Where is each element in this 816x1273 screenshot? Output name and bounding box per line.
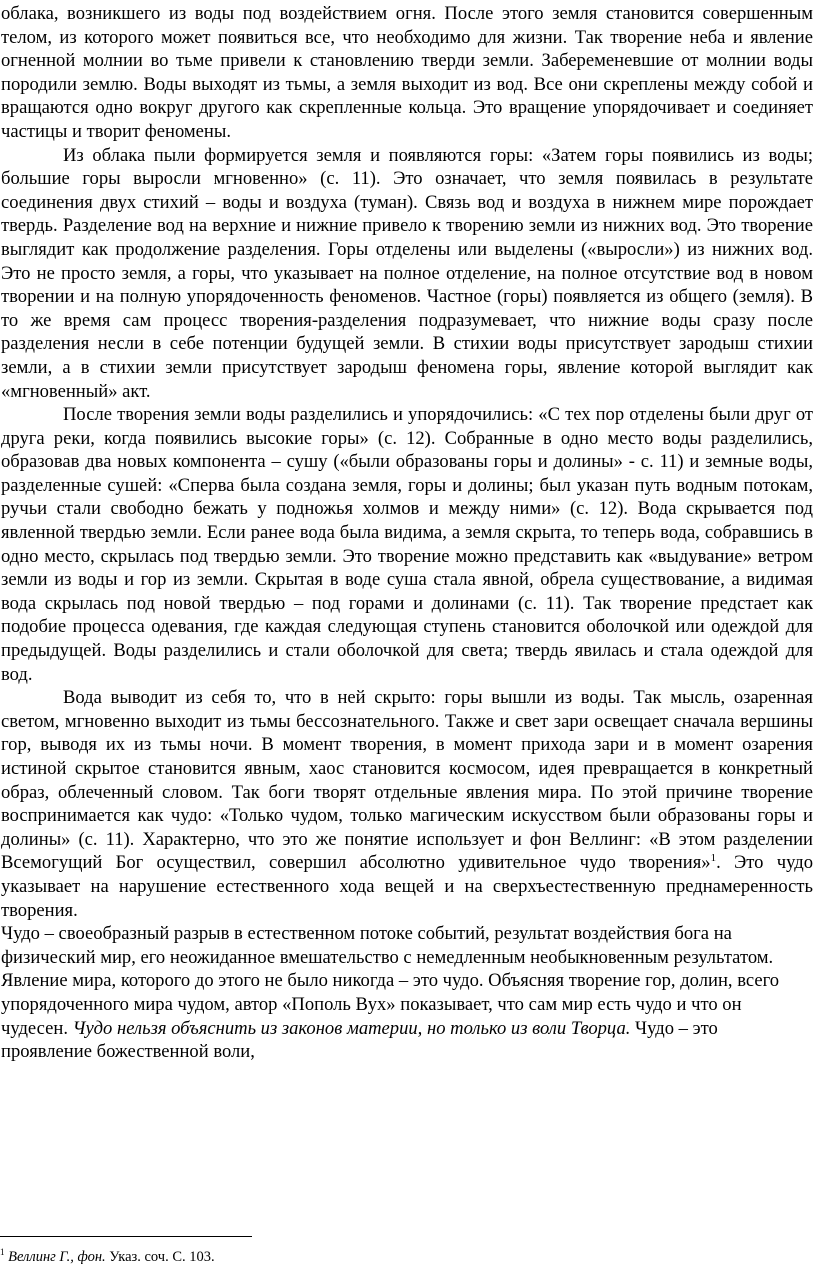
footnote-separator [0, 1236, 252, 1237]
paragraph-5-text: Чудо – своеобразный разрыв в естественном потоке событий, результат воздействия бога на физический мир, его неожиданное вмешательство с немедленным необыкновенным результатом. Явление мира, которого до этого не было никогда – это чудо. Объясняя творение гор, долин, всего упорядоченного мира чудом, автор «Пополь Вух» показывает, что сам мир есть чудо и что он чудесен. [1, 923, 780, 1039]
paragraph-5 [1, 922, 813, 1064]
paragraph-5-end: Чудо – это проявление божественной воли, [1, 1017, 718, 1063]
footnote [0, 1248, 812, 1266]
paragraph-2: Из облака пыли формируется земля и появляются горы: «Затем горы появились из воды; большие горы выросли мгновенно» (с. 11). Это означает, что земля появилась в результате соединения двух стихий – воды и воздуха (туман). Связь вод и воздуха в нижнем мире порождает твердь. Разделение вод на верхние и нижние привело к творению земли из нижних вод. Это творение выглядит как продолжение разделения. Горы отделены или выделены («выросли») из нижних вод. Это не просто земля, а горы, что указывает на полное отделение, на полное отсутствие вод в новом творении и на полную упорядоченность феноменов. Частное (горы) появляется из общего (земля). В то же время сам процесс творения-разделения подразумевает, что нижние воды сразу после разделения несли в себе потенции будущей земли. В стихии воды присутствует зародыш стихии земли, а в стихии земли присутствует зародыш феномена горы, явление которой выглядит как «мгновенный» акт. [1, 144, 813, 402]
footnote-mark: 1 [0, 1247, 5, 1258]
main-text [1, 2, 813, 1064]
paragraph-5-italic: Чудо нельзя объяснить из законов материи, но только из воли Творца. [72, 1017, 631, 1039]
footnote-source: Указ. соч. С. 103. [105, 1249, 215, 1265]
paragraph-4-tail: . Это чудо указывает на нарушение естественного хода вещей и на сверхъестественную преднамеренность творения. [1, 852, 813, 921]
footnote-reference[interactable]: 1 [710, 852, 717, 865]
footnote-author: Веллинг Г., фон. [8, 1249, 106, 1265]
paragraph-3: После творения земли воды разделились и упорядочились: «С тех пор отделены были друг от друга реки, когда появились высокие горы» (с. 12). Собранные в одно место воды разделились, образовав два новых компонента – сушу («были образованы горы и долины» - с. 11) и земные воды, разделенные сушей: «Сперва была создана земля, горы и долины; был указан путь водным потокам, ручьи стали свободно бежать у подножья холмов и между ними» (с. 12). Вода скрывается под явленной твердью земли. Если ранее вода была видима, а земля скрыта, то теперь вода, собравшись в одно место, скрылась под твердью земли. Это творение можно представить как «выдувание» ветром земли из воды и гор из земли. Скрытая в воде суша стала явной, обрела существование, а видимая вода скрылась под новой твердью – под горами и долинами (с. 11). Так творение предстает как подобие процесса одевания, где каждая следующая ступень становится оболочкой или одеждой для предыдущей. Воды разделились и стали оболочкой для света; твердь явилась и стала одеждой для вод. [1, 404, 813, 685]
paragraph-1: облака, возникшего из воды под воздействием огня. После этого земля становится совершенным телом, из которого может появиться все, что необходимо для жизни. Так творение неба и явление огненной молнии во тьме привели к становлению тверди земли. Забеременевшие от молнии воды породили землю. Воды выходят из тьмы, а земля выходит из вод. Все они скреплены между собой и вращаются одно вокруг другого как скрепленные кольца. Это вращение упорядочивает и соединяет частицы и творит феномены. [1, 3, 813, 142]
paragraph-4-text: Вода выводит из себя то, что в ней скрыто: горы вышли из воды. Так мысль, озаренная светом, мгновенно выходит из тьмы бессознательного. Также и свет зари освещает сначала вершины гор, выводя их из тьмы ночи. В момент творения, в момент прихода зари и в момент озарения истиной скрытое становится явным, хаос становится космосом, идея превращается в конкретный образ, облеченный словом. Так боги творят отдельные явления мира. По этой причине творение воспринимается как чудо: «Только чудом, только магическим искусством были образованы горы и долины» (с. 11). Характерно, что это же понятие использует и фон Веллинг: «В этом разделении Всемогущий Бог осуществил, совершил абсолютно удивительное чудо творения» [1, 687, 813, 874]
paragraph-4 [1, 686, 813, 922]
